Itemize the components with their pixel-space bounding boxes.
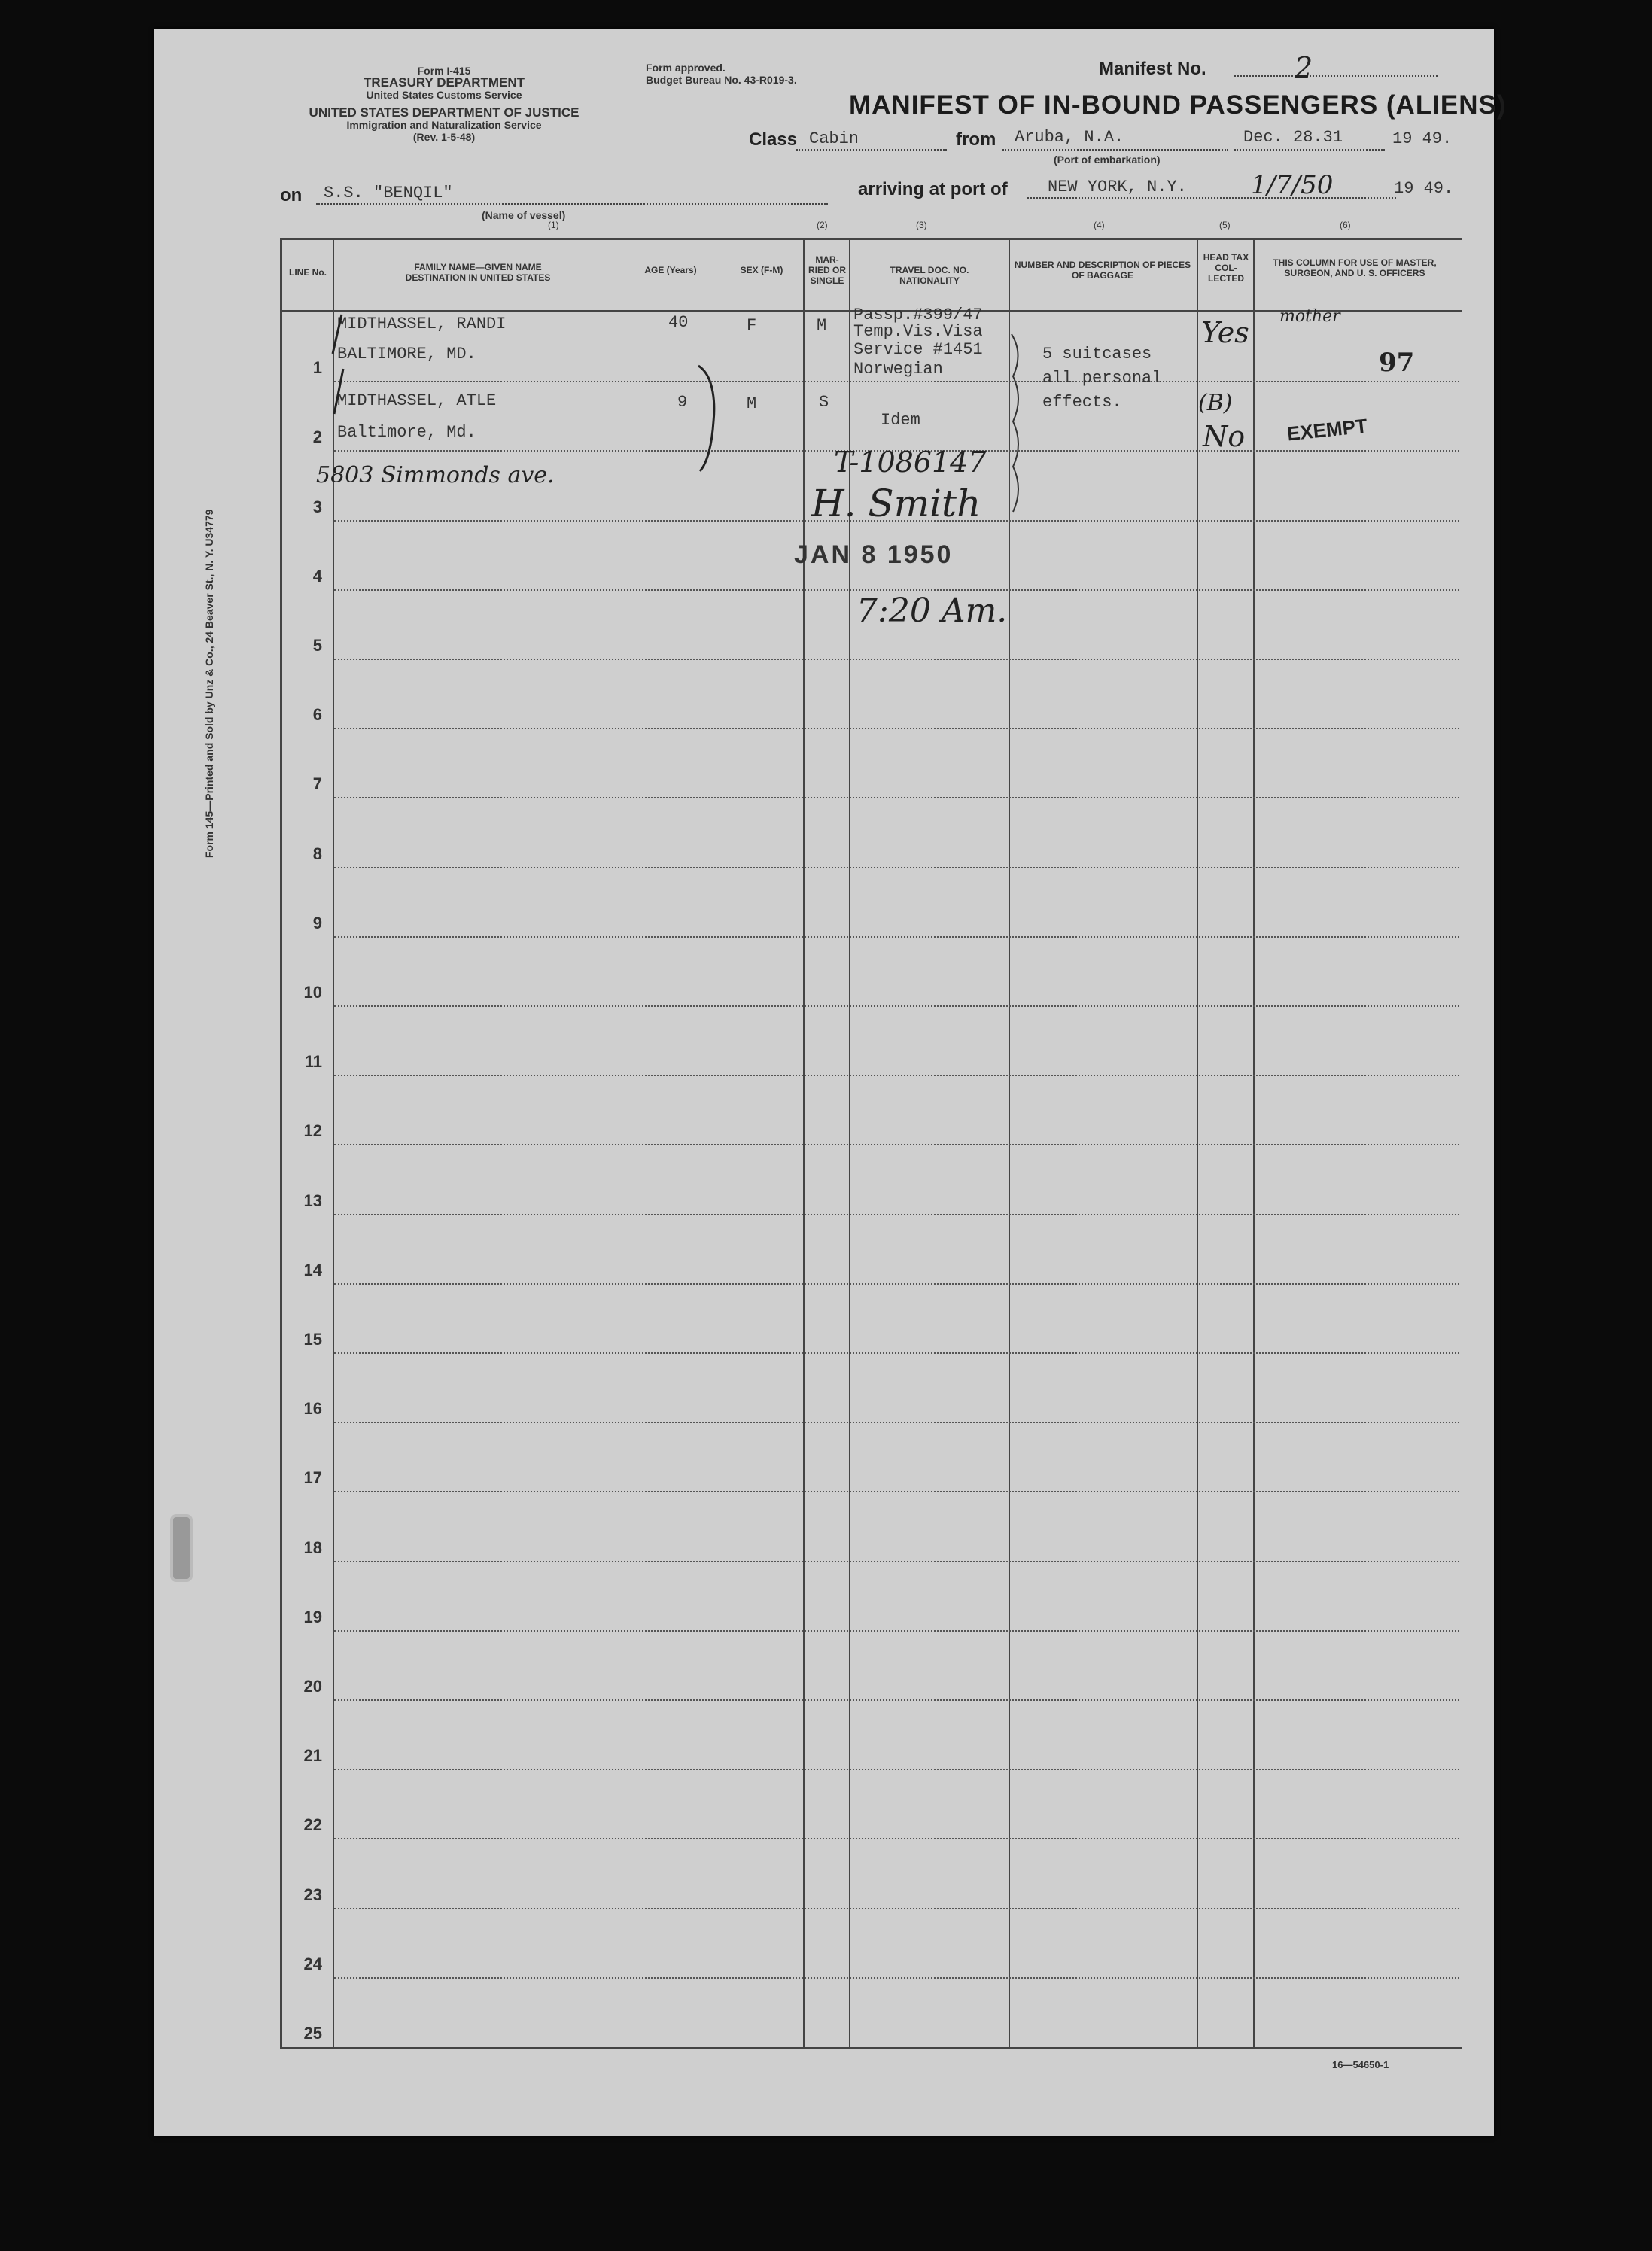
bracket-mark	[692, 361, 723, 474]
from-value: Aruba, N.A.	[1015, 128, 1124, 147]
row-number: 5	[312, 636, 322, 655]
from-line	[1002, 149, 1228, 151]
row-rule	[334, 1908, 1459, 1909]
row-rule	[334, 589, 1459, 591]
arrival-line	[1027, 197, 1396, 199]
form-number: Form I-415 TREASURY DEPARTMENT United States Customs Service	[363, 65, 525, 101]
footer-form-code: 16—54650-1	[1332, 2059, 1389, 2070]
departure-date: Dec. 28.31	[1243, 128, 1343, 147]
row-rule	[334, 1352, 1459, 1354]
on-label: on	[280, 185, 303, 205]
port-embarkation-caption: (Port of embarkation)	[1054, 154, 1161, 166]
passenger1-sex: F	[747, 316, 757, 335]
row-number: 11	[304, 1052, 322, 1072]
passenger1-nationality: Norwegian	[853, 360, 943, 379]
column-number: (3)	[916, 220, 927, 230]
date-line	[1234, 149, 1385, 151]
printer-side-note: Form 145—Printed and Sold by Unz & Co., 24 Beaver St., N. Y. U34779	[203, 509, 215, 858]
baggage-description: 5 suitcases	[1042, 345, 1152, 364]
baggage-brace	[1009, 331, 1027, 519]
passenger2-married: S	[819, 393, 829, 412]
row-number: 23	[303, 1884, 322, 1904]
passenger1-doc: Temp.Vis.Visa	[853, 322, 983, 341]
row-number: 1	[312, 358, 322, 378]
row-rule	[334, 1699, 1459, 1701]
passenger1-officer-note: mother	[1279, 307, 1340, 326]
passenger1-doc: Service #1451	[853, 340, 983, 359]
passenger1-doc: Passp.#399/47	[853, 306, 983, 324]
passenger2-head-tax: No	[1203, 420, 1246, 453]
row-rule	[334, 1977, 1459, 1979]
from-label: from	[956, 129, 996, 150]
row-rule	[334, 1144, 1459, 1145]
header-head-tax: HEAD TAX COL-LECTED	[1203, 252, 1249, 284]
name-tick-mark	[325, 309, 348, 421]
class-value: Cabin	[809, 129, 859, 148]
passenger2-name: MIDTHASSEL, ATLE	[337, 391, 497, 410]
table-top-border	[280, 238, 1462, 240]
row-number: 10	[303, 983, 322, 1002]
baggage-description: effects.	[1042, 393, 1122, 412]
header-family-name: FAMILY NAME—GIVEN NAME DESTINATION IN UNITED STATES	[405, 262, 551, 283]
column-number: (5)	[1219, 220, 1231, 230]
row-number: 14	[303, 1260, 322, 1279]
column-number: (1)	[548, 220, 559, 230]
arrival-year: 19 49.	[1394, 179, 1454, 198]
row-rule	[334, 1630, 1459, 1632]
row-rule	[334, 1283, 1459, 1285]
vessel-line	[316, 203, 828, 205]
table-bottom-border	[280, 2047, 1462, 2049]
passenger2-age: 9	[677, 393, 688, 412]
department-heading: UNITED STATES DEPARTMENT OF JUSTICE Immigration and Naturalization Service (Rev. 1-5-48)	[309, 105, 580, 143]
row-number: 13	[303, 1191, 322, 1210]
row-rule	[334, 1838, 1459, 1839]
row-number: 21	[303, 1746, 322, 1766]
passenger2-doc: Idem	[881, 411, 920, 430]
manifest-number-line	[1234, 75, 1438, 77]
row-rule	[334, 797, 1459, 798]
staple	[170, 1514, 193, 1582]
row-number: 6	[312, 705, 322, 725]
row-number: 3	[312, 497, 322, 516]
row-number: 2	[312, 427, 322, 447]
date-stamp: JAN 8 1950	[794, 540, 954, 569]
row-number: 12	[303, 1121, 322, 1141]
row-rule	[334, 728, 1459, 729]
row-rule	[334, 659, 1459, 660]
column-divider	[803, 238, 805, 2049]
table-left-border	[280, 238, 282, 2049]
departure-year: 19 49.	[1392, 129, 1453, 148]
vessel-caption: (Name of vessel)	[482, 209, 566, 221]
header-officers: THIS COLUMN FOR USE OF MASTER, SURGEON, AND U. S. OFFICERS	[1273, 257, 1437, 278]
row-rule	[334, 1075, 1459, 1076]
row-number: 25	[303, 2024, 322, 2043]
row-number: 24	[303, 1954, 322, 1973]
column-number: (6)	[1340, 220, 1351, 230]
passenger1-head-tax: Yes	[1201, 316, 1249, 349]
vessel-name: S.S. "BENQIL"	[324, 184, 453, 202]
row-rule	[334, 1561, 1459, 1562]
arrival-date: 1/7/50	[1251, 170, 1334, 200]
row-rule	[334, 1769, 1459, 1770]
passenger1-age: 40	[668, 313, 689, 332]
row-number: 15	[303, 1330, 322, 1349]
column-divider	[1197, 238, 1198, 2049]
header-baggage: NUMBER AND DESCRIPTION OF PIECES OF BAGGAGE	[1014, 260, 1191, 281]
passenger1-name: MIDTHASSEL, RANDI	[337, 315, 507, 333]
handwritten-code: T-1086147	[834, 446, 987, 479]
column-number: (2)	[817, 220, 828, 230]
class-line	[796, 149, 947, 151]
passenger2-exempt-stamp: EXEMPT	[1285, 414, 1369, 446]
row-rule	[334, 381, 1459, 382]
passenger1-married: M	[817, 316, 827, 335]
row-number: 22	[303, 1815, 322, 1835]
manifest-number-value: 2	[1295, 51, 1313, 84]
arrival-port: NEW YORK, N.Y.	[1048, 178, 1187, 196]
row-rule	[334, 1422, 1459, 1423]
page-title: MANIFEST OF IN-BOUND PASSENGERS (ALIENS)	[849, 90, 1507, 120]
class-label: Class	[749, 129, 798, 150]
column-number: (4)	[1094, 220, 1105, 230]
passenger1-destination: BALTIMORE, MD.	[337, 345, 476, 364]
passenger2-address: 5803 Simmonds ave.	[316, 462, 555, 488]
row-rule	[334, 867, 1459, 868]
manifest-number-label: Manifest No.	[1099, 59, 1206, 79]
header-travel-doc: TRAVEL DOC. NO. NATIONALITY	[890, 265, 969, 286]
row-rule	[334, 1005, 1459, 1007]
row-rule	[334, 1491, 1459, 1492]
passenger2-head-tax-mark: (B)	[1198, 390, 1233, 416]
header-line-no: LINE No.	[289, 267, 327, 278]
handwritten-signature: H. Smith	[811, 482, 981, 525]
row-number: 8	[312, 844, 322, 863]
header-age: AGE (Years)	[644, 265, 697, 275]
row-number: 16	[303, 1399, 322, 1419]
row-number: 9	[312, 913, 322, 932]
row-number: 7	[312, 774, 322, 794]
column-divider	[333, 238, 334, 2049]
baggage-description: all personal	[1042, 369, 1162, 388]
row-rule	[334, 1214, 1459, 1215]
passenger2-sex: M	[747, 394, 757, 413]
passenger2-destination: Baltimore, Md.	[337, 423, 476, 442]
row-number: 20	[303, 1677, 322, 1696]
row-number: 18	[303, 1538, 322, 1557]
row-rule	[334, 936, 1459, 938]
handwritten-time: 7:20 Am.	[856, 592, 1008, 630]
arriving-label: arriving at port of	[858, 179, 1008, 199]
column-divider	[1253, 238, 1255, 2049]
row-number: 19	[303, 1607, 322, 1626]
row-number: 4	[312, 566, 322, 586]
header-sex: SEX (F-M)	[740, 265, 783, 275]
form-approval: Form approved. Budget Bureau No. 43-R019-3.	[646, 62, 797, 86]
header-married: MAR-RIED OR SINGLE	[808, 254, 846, 286]
passenger1-officer-number: 97	[1379, 348, 1415, 378]
row-number: 17	[303, 1468, 322, 1488]
